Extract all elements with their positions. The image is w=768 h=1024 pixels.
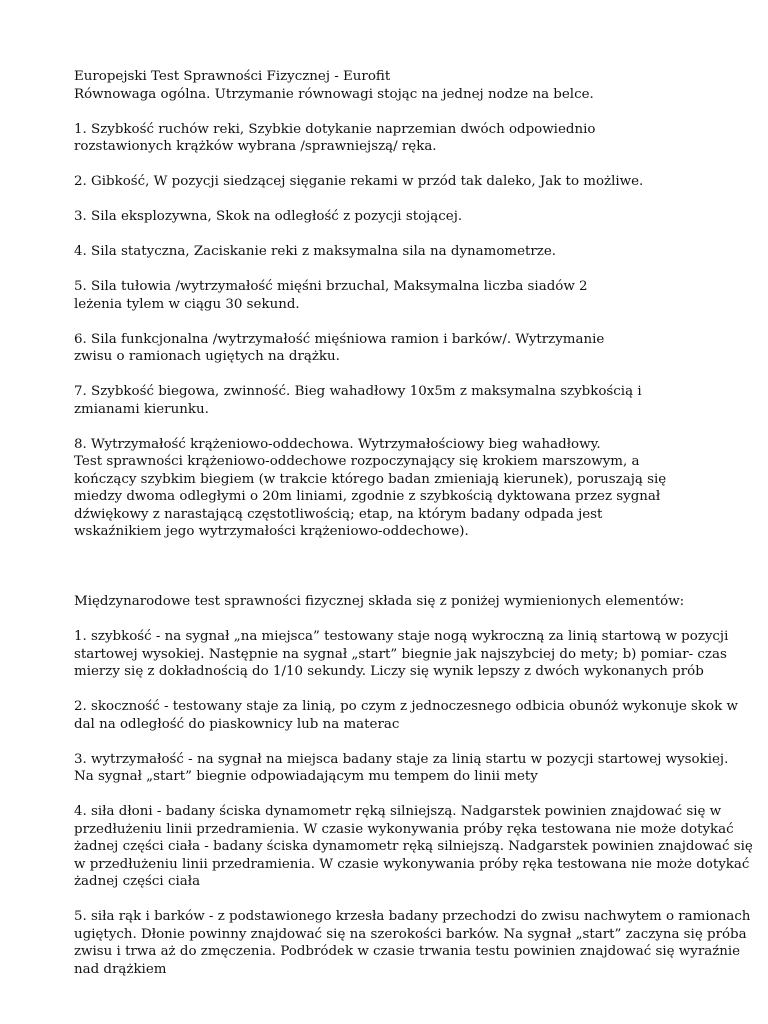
text-line: Równowaga ogólna. Utrzymanie równowagi stojąc na jednej nodze na belce. xyxy=(74,86,594,102)
text-line: wskaźnikiem jego wytrzymałości krążeniowo-oddechowe). xyxy=(74,524,469,539)
text-line: 5. siła rąk i barków - z podstawionego krzesła badany przechodzi do zwisu nachwytem o ramionach xyxy=(74,909,751,924)
text-line: 8. Wytrzymałość krążeniowo-oddechowa. Wytrzymałościowy bieg wahadłowy. xyxy=(74,436,601,452)
paragraph xyxy=(74,331,724,366)
text-line: 1. szybkość - na sygnał „na miejsca” testowany staje nogą wykroczną za linią startową w pozycji xyxy=(74,629,729,644)
paragraph xyxy=(74,593,724,611)
text-line: 2. skoczność - testowany staje za linią, po czym z jednoczesnego odbicia obunóż wykonuje skok w xyxy=(74,699,738,714)
paragraph xyxy=(74,698,738,733)
text-line: Międzynarodowe test sprawności fizycznej składa się z poniżej wymienionych elementów: xyxy=(74,594,685,609)
paragraph xyxy=(74,68,724,103)
text-line: żadnej części ciała xyxy=(74,874,201,889)
text-line: 6. Sila funkcjonalna /wytrzymałość mięśniowa ramion i barków/. Wytrzymanie xyxy=(74,331,605,347)
paragraph xyxy=(74,243,724,261)
text-line: zmianami kierunku. xyxy=(74,401,209,417)
text-line: 1. Szybkość ruchów reki, Szybkie dotykanie naprzemian dwóch odpowiednio xyxy=(74,121,596,137)
text-line: startowej wysokiej. Następnie na sygnał „start” biegnie jak najszybciej do mety; b) pomiar- czas xyxy=(74,646,727,662)
paragraph xyxy=(74,173,724,191)
text-line: rozstawionych krążków wybrana /sprawniejszą/ ręka. xyxy=(74,139,437,154)
text-line: nad drążkiem xyxy=(74,961,167,977)
section-spacer xyxy=(74,558,724,593)
text-line: przedłużeniu linii przedramienia. W czasie wykonywania próby ręka testowana nie może dotykać xyxy=(74,821,734,837)
text-line: 4. siła dłoni - badany ściska dynamometr ręką silniejszą. Nadgarstek powinien znajdować się w xyxy=(74,804,722,819)
text-line: 3. Sila eksplozywna, Skok na odległość z pozycji stojącej. xyxy=(74,209,463,224)
text-line: 2. Gibkość, W pozycji siedzącej sięganie rekami w przód tak daleko, Jak to możliwe. xyxy=(74,174,644,189)
paragraph xyxy=(74,751,729,786)
text-line: 4. Sila statyczna, Zaciskanie reki z maksymalna sila na dynamometrze. xyxy=(74,244,557,259)
text-line: zwisu o ramionach ugiętych na drążku. xyxy=(74,349,340,364)
text-line: 5. Sila tułowia /wytrzymałość mięśni brzuchal, Maksymalna liczba siadów 2 xyxy=(74,279,588,294)
text-line: miedzy dwoma odległymi o 20m liniami, zgodnie z szybkością dyktowana przez sygnał xyxy=(74,489,661,504)
text-line: dźwiękowy z narastającą częstotliwością; etap, na którym badany odpada jest xyxy=(74,506,603,522)
paragraph xyxy=(74,908,751,978)
text-line: 7. Szybkość biegowa, zwinność. Bieg wahadłowy 10x5m z maksymalna szybkością i xyxy=(74,384,642,399)
text-line: zwisu i trwa aż do zmęczenia. Podbródek w czasie trwania testu powinien znajdować się wyraźnie xyxy=(74,944,741,959)
text-line: Na sygnał „start” biegnie odpowiadającym mu tempem do linii mety xyxy=(74,769,538,784)
text-line: leżenia tylem w ciągu 30 sekund. xyxy=(74,296,300,312)
text-line: kończący szybkim biegiem (w trakcie którego badan zmieniają kierunek), poruszają się xyxy=(74,471,667,487)
paragraph xyxy=(74,278,724,313)
text-line: Europejski Test Sprawności Fizycznej - Eurofit xyxy=(74,69,391,84)
paragraph xyxy=(74,383,724,418)
text-line: mierzy się z dokładnością do 1/10 sekundy. Liczy się wynik lepszy z dwóch wykonanych prób xyxy=(74,664,704,679)
text-line: dal na odległość do piaskownicy lub na materac xyxy=(74,716,400,732)
paragraph xyxy=(74,803,753,891)
paragraph xyxy=(74,208,724,226)
international-test-section xyxy=(74,593,753,978)
text-line: 3. wytrzymałość - na sygnał na miejsca badany staje za linią startu w pozycji startowej wysokiej. xyxy=(74,751,729,767)
text-line: Test sprawności krążeniowo-oddechowe rozpoczynający się krokiem marszowym, a xyxy=(74,454,640,469)
eurofit-section xyxy=(74,68,724,541)
paragraph xyxy=(74,436,724,541)
text-line: w przedłużeniu linii przedramienia. W czasie wykonywania próby ręka testowana nie może dotykać xyxy=(74,856,750,872)
text-line: żadnej części ciała - badany ściska dynamometr ręką silniejszą. Nadgarstek powinien znajdować się xyxy=(74,839,753,854)
document-page xyxy=(74,68,753,996)
paragraph xyxy=(74,628,729,681)
text-line: ugiętych. Dłonie powinny znajdować się na szerokości barków. Na sygnał „start” zaczyna się próba xyxy=(74,926,747,942)
paragraph xyxy=(74,121,724,156)
